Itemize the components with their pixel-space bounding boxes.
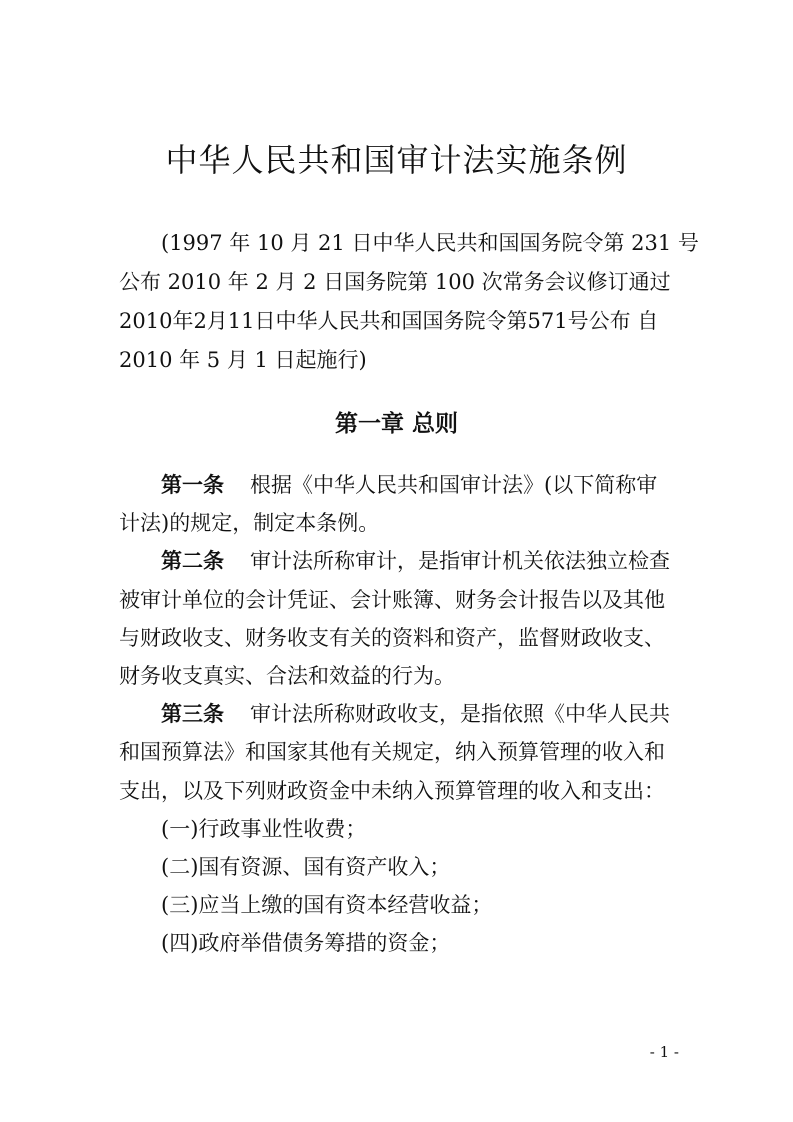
article-text-line: 根据《中华人民共和国审计法》(以下简称审: [250, 473, 658, 497]
promulgation-note: [119, 224, 699, 380]
list-item: (四)政府举借债务筹措的资金；: [161, 931, 451, 956]
article-body: [119, 466, 674, 963]
article-2: [119, 542, 674, 695]
note-line: 2010 年 5 月 1 日起施行): [119, 348, 367, 372]
article-label: 第一条: [161, 473, 224, 497]
article-text-line: 审计法所称审计，是指审计机关依法独立检查: [250, 549, 670, 574]
page-number: - 1 -: [649, 1043, 679, 1061]
article-label: 第二条: [161, 549, 224, 574]
article-text-line: 支出，以及下列财政资金中未纳入预算管理的收入和支出：: [119, 778, 665, 803]
article-text-line: 与财政收支、财务收支有关的资料和资产，监督财政收支、: [119, 625, 665, 650]
article-label: 第三条: [161, 702, 224, 727]
article-text-line: 被审计单位的会计凭证、会计账簿、财务会计报告以及其他: [119, 587, 665, 612]
article-3: [119, 695, 674, 810]
item-list: [119, 810, 674, 963]
document-title: 中华人民共和国审计法实施条例: [165, 141, 628, 179]
article-text-line: 财务收支真实、合法和效益的行为。: [119, 664, 455, 689]
article-text-line: 审计法所称财政收支，是指依照《中华人民共: [250, 702, 670, 727]
note-line: 公布 2010 年 2 月 2 日国务院第 100 次常务会议修订通过: [119, 270, 671, 294]
article-text-line: 和国预算法》和国家其他有关规定，纳入预算管理的收入和: [119, 740, 665, 765]
note-line: (1997 年 10 月 21 日中华人民共和国国务院令第 231 号: [161, 231, 699, 255]
article-text-line: 计法)的规定，制定本条例。: [119, 511, 380, 536]
list-item: (一)行政事业性收费；: [161, 816, 367, 841]
article-1: [119, 466, 674, 542]
list-item: (三)应当上缴的国有资本经营收益；: [161, 893, 493, 918]
chapter-heading: 第一章 总则: [334, 411, 458, 437]
note-line: 2010年2月11日中华人民共和国国务院令第571号公布 自: [119, 309, 659, 333]
list-item: (二)国有资源、国有资产收入；: [161, 855, 451, 880]
